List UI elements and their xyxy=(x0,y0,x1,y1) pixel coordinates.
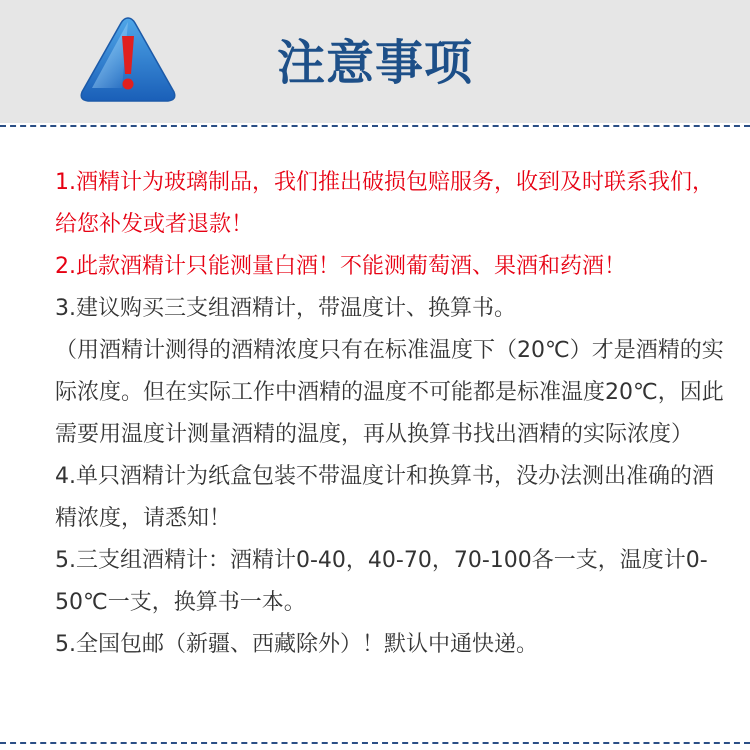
page-title: 注意事项 xyxy=(276,35,473,91)
header-banner xyxy=(0,0,750,123)
divider-bottom xyxy=(0,742,750,744)
notes-list xyxy=(55,162,725,666)
note-item: 5.全国包邮（新疆、西藏除外）！默认中通快递。 xyxy=(55,632,538,657)
note-item: （用酒精计测得的酒精浓度只有在标准温度下（20℃）才是酒精的实际浓度。但在实际工作中酒精的温度不可能都是标准温度20℃，因此需要用温度计测量酒精的温度，再从换算书找出酒精的实际浓度） xyxy=(55,338,724,447)
note-item: 4.单只酒精计为纸盒包装不带温度计和换算书，没办法测出准确的酒精浓度，请悉知！ xyxy=(55,464,714,531)
note-item: 3.建议购买三支组酒精计，带温度计、换算书。 xyxy=(55,296,516,321)
divider-top xyxy=(0,125,750,127)
note-item: 5.三支组酒精计：酒精计0-40，40-70，70-100各一支，温度计0-50℃一支，换算书一本。 xyxy=(55,548,708,615)
note-item: 2.此款酒精计只能测量白酒！不能测葡萄酒、果酒和药酒！ xyxy=(55,254,626,279)
note-item: 1.酒精计为玻璃制品，我们推出破损包赔服务，收到及时联系我们，给您补发或者退款！ xyxy=(55,170,714,237)
